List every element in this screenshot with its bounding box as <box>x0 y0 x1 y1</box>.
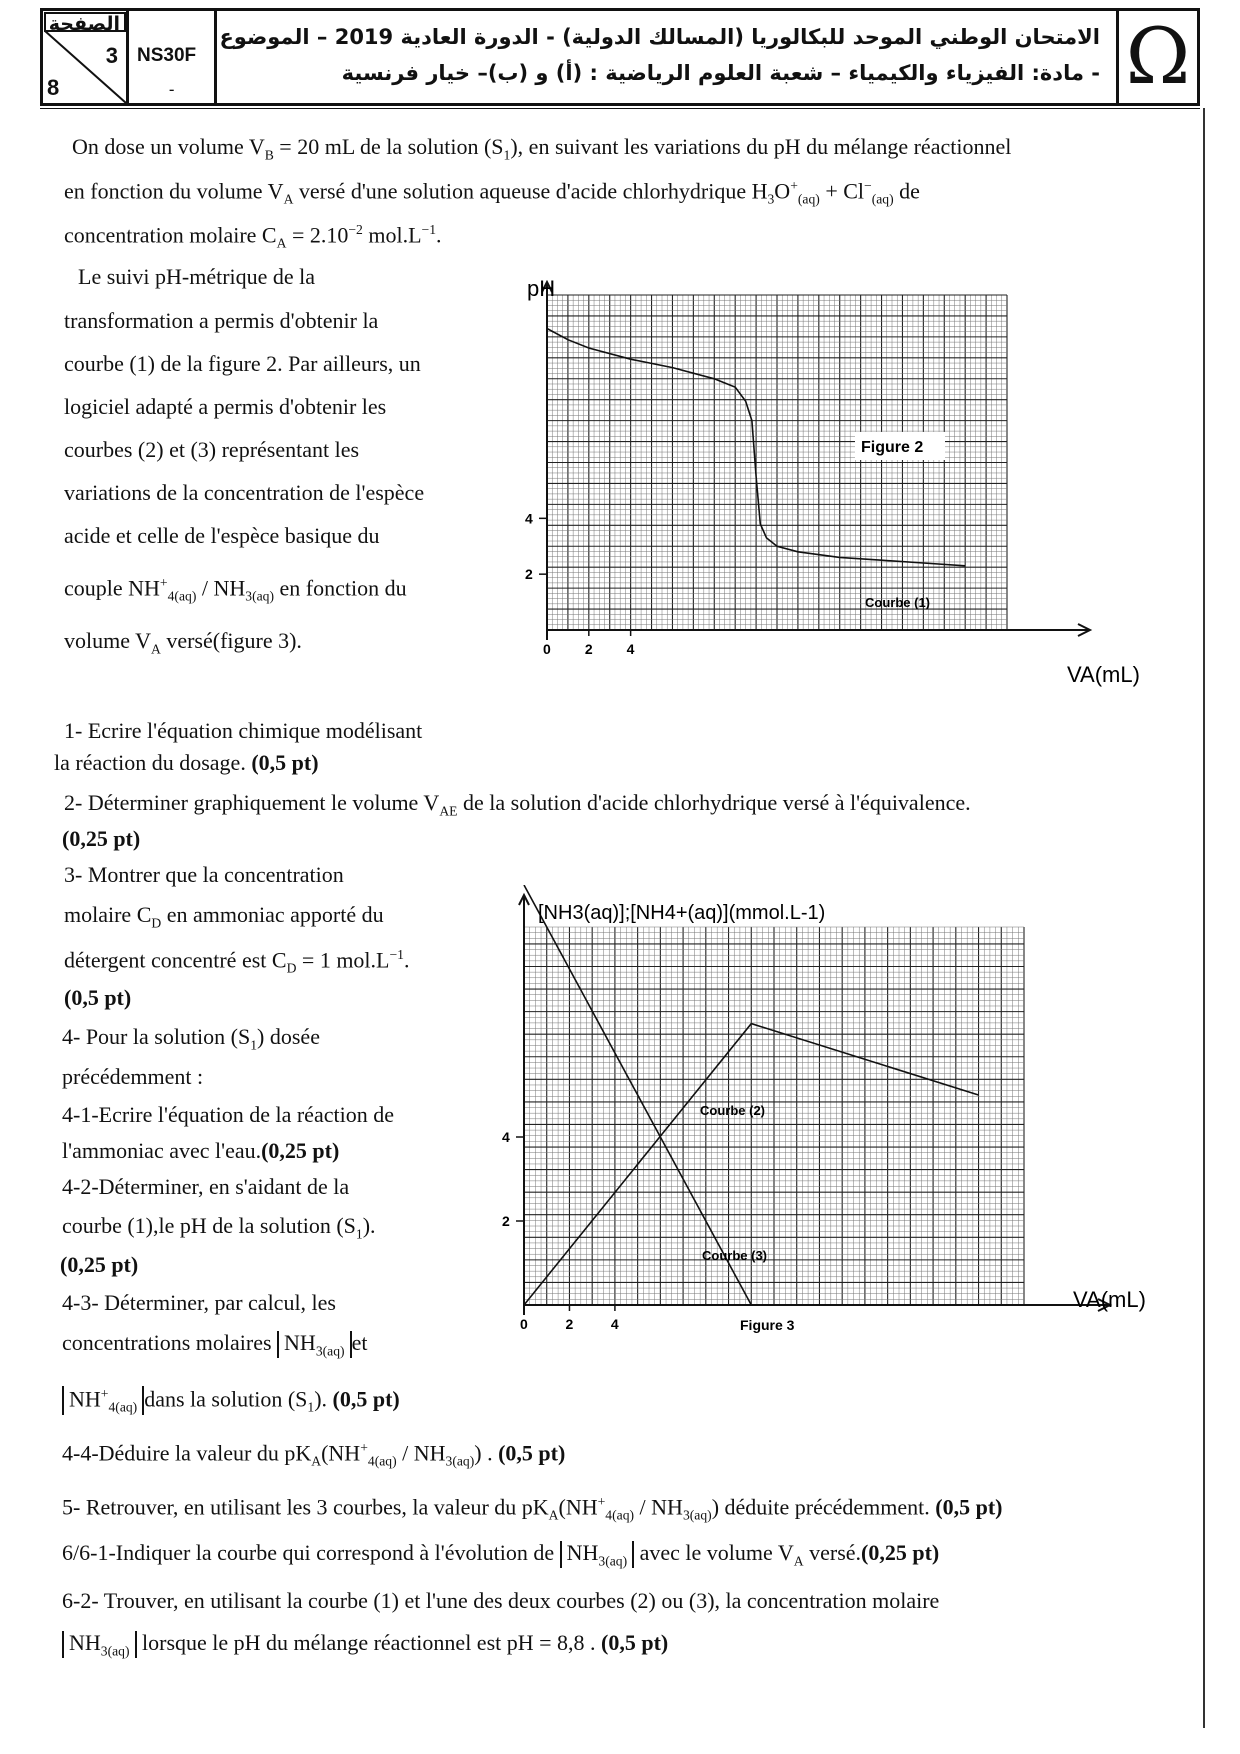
y-axis-label: pH <box>527 280 556 301</box>
para-line-5: courbes (2) et (3) représentant les <box>64 437 360 462</box>
question-4-3-line-1: 4-3- Déterminer, par calcul, les <box>62 1290 336 1315</box>
x-axis-label: VA(mL) <box>1073 1287 1146 1312</box>
figure-3-grid <box>524 927 1024 1305</box>
figure-3-axes <box>516 895 1110 1315</box>
intro-line-1: On dose un volume $V_B = 20$ mL de la solution $(S_1)$, en suivant les variations du pH du mélange réactionnel <box>72 134 1012 163</box>
page-number: 3 <box>105 43 118 68</box>
question-4-1-line-2: l'ammoniac avec l'eau.(0,25 pt) <box>62 1138 340 1163</box>
exam-code-box <box>129 11 217 103</box>
page-box <box>43 11 129 103</box>
x-tick-label: 0 <box>520 1316 528 1332</box>
question-4-3-line-3: $NH^+_{4(aq)}$ dans la solution $(S_1)$. (0,5 pt) <box>62 1386 400 1415</box>
x-tick-label: 4 <box>626 641 635 657</box>
question-4-line-1: 4- Pour la solution $(S_1)$ dosée <box>62 1024 320 1053</box>
question-3-points: (0,5 pt) <box>64 985 132 1010</box>
question-2-points: (0,25 pt) <box>62 826 141 851</box>
page-label: الصفحة <box>48 13 120 35</box>
question-6-2-line-2: $NH_{3(aq)}$ lorsque le pH du mélange réactionnel est pH = 8,8 . (0,5 pt) <box>62 1630 668 1658</box>
question-3-line-1: 3- Montrer que la concentration <box>64 862 344 887</box>
x-axis-label: VA(mL) <box>1067 662 1140 687</box>
y-tick-label: 4 <box>525 510 533 527</box>
intro-line-2: en fonction du volume $V_A$ versé d'une solution aqueuse d'acide chlorhydrique $H_3O^+_{(aq)} + Cl^-_{(aq)}$ de <box>64 178 920 207</box>
para-line-volume: volume $V_A$ versé(figure 3). <box>64 628 302 657</box>
question-4-4: 4-4-Déduire la valeur du $pK_A(NH^+_{4(aq)} / NH_{3(aq)})$ . (0,5 pt) <box>62 1440 566 1469</box>
exam-header <box>40 8 1200 106</box>
question-6-1: 6/6-1-Indiquer la courbe qui correspond à l'évolution de $NH_{3(aq)}$ avec le volume $V_A$ versé.(0,25 pt) <box>62 1540 940 1569</box>
figure-2-chart <box>515 280 1155 730</box>
figure-3-chart <box>490 885 1190 1355</box>
para-line-4: logiciel adapté a permis d'obtenir les <box>64 394 387 419</box>
question-6-2-line-1: 6-2- Trouver, en utilisant la courbe (1) et l'une des deux courbes (2) ou (3), la concentration molaire <box>62 1588 940 1613</box>
page-total: 8 <box>47 75 60 100</box>
y-axis-label: [NH3(aq)];[NH4+(aq)](mmol.L-1) <box>538 902 826 924</box>
y-tick-label: 2 <box>502 1213 510 1229</box>
x-tick-label: 2 <box>565 1316 574 1332</box>
series-label-3: Courbe (3) <box>702 1248 767 1263</box>
question-4-2-points: (0,25 pt) <box>60 1252 139 1277</box>
series-label-2: Courbe (2) <box>700 1103 765 1118</box>
exam-title-box <box>217 11 1119 103</box>
y-tick-label: 2 <box>525 566 533 583</box>
para-line-2: transformation a permis d'obtenir la <box>64 308 379 333</box>
series-label-1: Courbe (1) <box>865 595 930 610</box>
question-2-line-1: 2- Déterminer graphiquement le volume $V_{AE}$ de la solution d'acide chlorhydrique versé à l'équivalence. <box>64 790 971 819</box>
question-4-2-line-1: 4-2-Déterminer, en s'aidant de la <box>62 1174 350 1199</box>
question-3-line-2: molaire $C_D$ en ammoniac apporté du <box>64 902 384 931</box>
right-margin-line <box>1203 108 1205 1728</box>
x-tick-label: 0 <box>543 641 551 657</box>
para-line-couple: couple $NH^+_{4(aq)} / NH_{3(aq)}$ en fonction du <box>64 575 407 604</box>
para-line-3: courbe (1) de la figure 2. Par ailleurs, un <box>64 351 421 376</box>
question-5: 5- Retrouver, en utilisant les 3 courbes, la valeur du $pK_A(NH^+_{4(aq)} / NH_{3(aq)})$ déduite précédemment. (0,5 pt) <box>62 1494 1003 1523</box>
para-line-7: acide et celle de l'espèce basique du <box>64 523 380 548</box>
figure-title: Figure 3 <box>740 1317 795 1333</box>
x-tick-label: 4 <box>610 1316 619 1332</box>
para-line-6: variations de la concentration de l'espèce <box>64 480 425 505</box>
para-line-1: Le suivi pH-métrique de la <box>78 264 316 289</box>
question-4-line-2: précédemment : <box>62 1064 204 1089</box>
x-tick-label: 2 <box>584 641 593 657</box>
intro-line-3: concentration molaire $C_A = 2.10^{-2}$ $mol.L^{-1}$. <box>64 222 442 251</box>
question-1-line-1: 1- Ecrire l'équation chimique modélisant <box>64 718 423 743</box>
question-3-line-3: détergent concentré est $C_D = 1$ $mol.L^{-1}$. <box>64 947 410 976</box>
exam-title-line1: الامتحان الوطني الموحد للبكالوريا (المسالك الدولية) - الدورة العادية 2019 – الموضوع <box>219 25 1100 49</box>
omega-logo-icon: Ω <box>1125 12 1191 102</box>
figure-title: Figure 2 <box>861 439 924 456</box>
logo-box <box>1119 11 1197 103</box>
question-4-2-line-2: courbe (1),le pH de la solution $(S_1)$. <box>62 1213 376 1242</box>
question-1-line-2: la réaction du dosage. (0,5 pt) <box>54 750 319 775</box>
figure-2-grid <box>547 295 1007 630</box>
exam-title-line2: - مادة: الفيزياء والكيمياء – شعبة العلوم الرياضية : (أ) و (ب)– خيار فرنسية <box>341 61 1100 85</box>
exam-code-dash: - <box>169 81 175 98</box>
y-tick-label: 4 <box>502 1129 510 1145</box>
header-rule <box>40 108 1200 109</box>
exam-code: NS30F <box>137 45 197 66</box>
question-4-3-line-2: concentrations molaires $NH_{3(aq)}$ et <box>62 1330 368 1359</box>
question-4-1-line-1: 4-1-Ecrire l'équation de la réaction de <box>62 1102 394 1127</box>
